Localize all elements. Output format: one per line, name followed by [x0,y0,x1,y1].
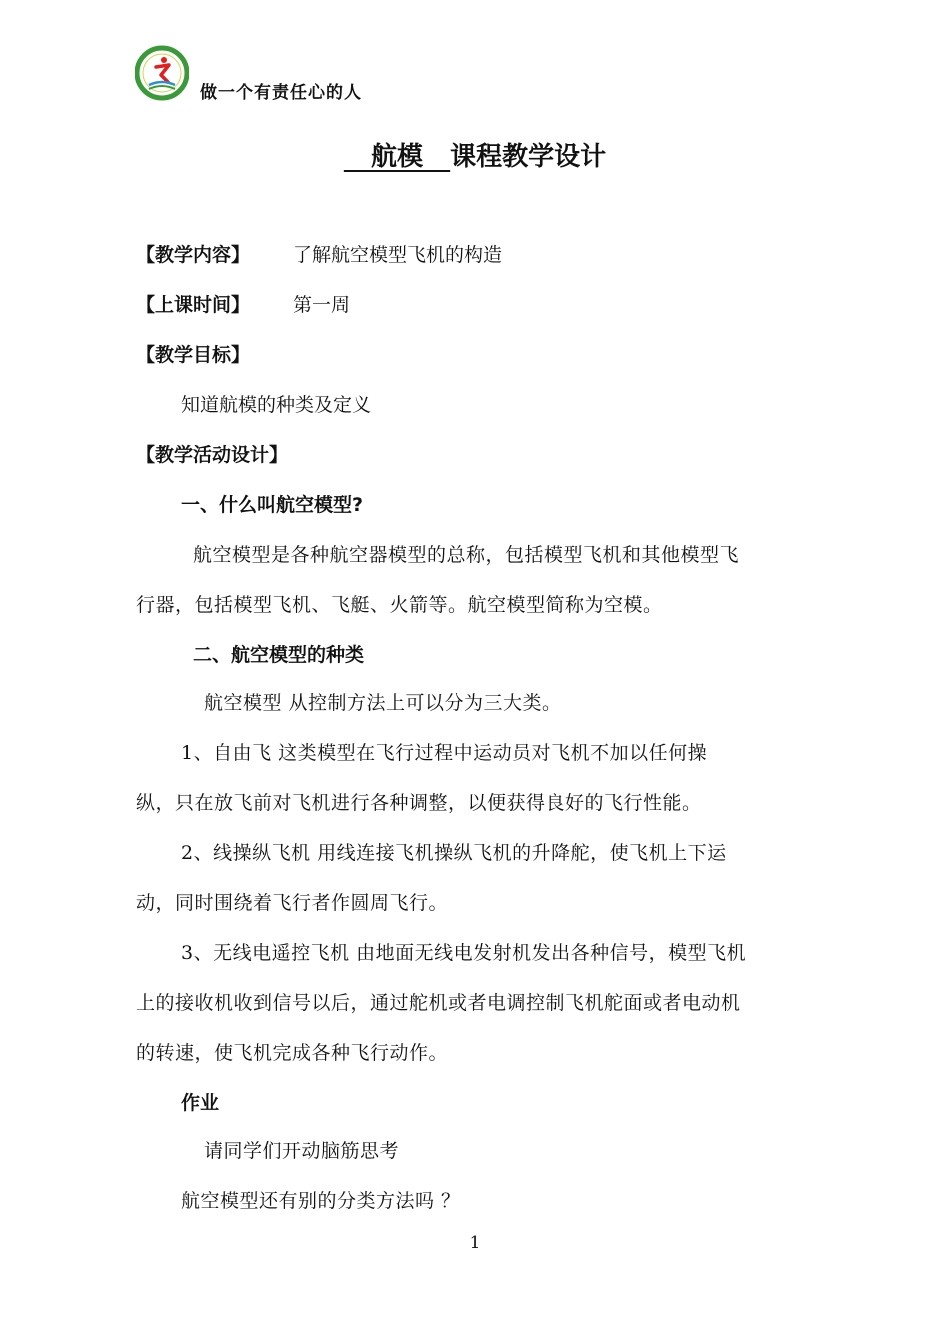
goal-label: 【教学目标】 [136,344,251,366]
title-course-name: 航模 [370,142,423,172]
content-value: 了解航空模型飞机的构造 [293,244,503,266]
section1-line: 行器，包括模型飞机、飞艇、火箭等。航空模型简称为空模。 [136,594,663,616]
homework-heading: 作业 [181,1092,220,1114]
item1-line: 纵，只在放飞前对飞机进行各种调整，以便获得良好的飞行性能。 [136,792,702,814]
item2-line: 动，同时围绕着飞行者作圆周飞行。 [136,892,449,914]
item3-line: 3、无线电遥控飞机 由地面无线电发射机发出各种信号，模型飞机 [181,942,747,964]
title-rest: 课程教学设计 [450,142,607,172]
content-label: 【教学内容】 [136,244,251,266]
activity-label: 【教学活动设计】 [136,444,289,466]
item2-line: 2、线操纵飞机 用线连接飞机操纵飞机的升降舵，使飞机上下运 [181,842,727,864]
section1-line: 航空模型是各种航空器模型的总称，包括模型飞机和其他模型飞 [193,544,740,566]
item3-line: 上的接收机收到信号以后，通过舵机或者电调控制飞机舵面或者电动机 [136,992,741,1014]
school-logo [135,45,189,103]
item1-line: 1、自由飞 这类模型在飞行过程中运动员对飞机不加以任何操 [181,742,708,764]
page-number: 1 [469,1233,481,1253]
section2-heading: 二、航空模型的种类 [193,644,365,666]
header-motto: 做一个有责任心的人 [200,83,362,103]
section2-intro: 航空模型 从控制方法上可以分为三大类。 [204,692,562,714]
section1-heading: 一、什么叫航空模型? [181,494,364,516]
time-value: 第一周 [293,294,351,316]
item3-line: 的转速，使飞机完成各种飞行动作。 [136,1042,449,1064]
goal-value: 知道航模的种类及定义 [181,394,372,416]
homework-line: 航空模型还有别的分类方法吗 ？ [181,1190,461,1212]
homework-line: 请同学们开动脑筋思考 [204,1140,400,1162]
page-title [0,136,950,173]
time-label: 【上课时间】 [136,294,251,316]
